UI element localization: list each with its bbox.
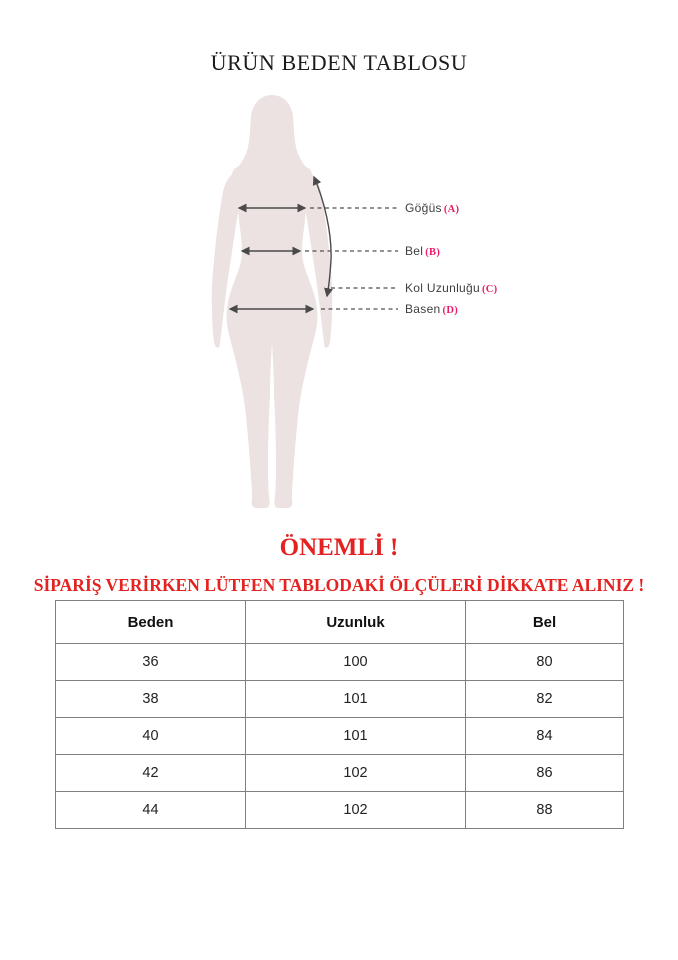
size-table [55, 600, 624, 829]
measure-label-waist-text: Bel [405, 244, 424, 258]
cell-size: 40 [56, 718, 246, 755]
cell-waist: 84 [466, 718, 624, 755]
page-title: ÜRÜN BEDEN TABLOSU [210, 50, 468, 75]
cell-waist: 80 [466, 644, 624, 681]
cell-size: 36 [56, 644, 246, 681]
size-table-header-row [56, 601, 624, 644]
silhouette-body [227, 160, 318, 508]
column-header-waist: Bel [466, 601, 624, 644]
column-header-size: Beden [56, 601, 246, 644]
cell-length: 100 [246, 644, 466, 681]
measure-label-hip [405, 302, 458, 316]
cell-waist: 88 [466, 792, 624, 829]
table-row [56, 718, 624, 755]
measure-code-a: (A) [443, 204, 460, 215]
cell-length: 102 [246, 755, 466, 792]
measure-code-d: (D) [442, 305, 459, 316]
order-warning-text: SİPARİŞ VERİRKEN LÜTFEN TABLODAKİ ÖLÇÜLERİ DİKKATE ALINIZ ! [33, 575, 645, 595]
measure-label-waist [405, 244, 440, 258]
cell-waist: 86 [466, 755, 624, 792]
cell-size: 38 [56, 681, 246, 718]
cell-length: 102 [246, 792, 466, 829]
table-row [56, 644, 624, 681]
important-heading: ÖNEMLİ ! [279, 534, 399, 561]
measure-code-b: (B) [425, 247, 441, 258]
female-silhouette-figure [200, 90, 410, 520]
measure-label-arm-length [405, 281, 497, 295]
table-row [56, 792, 624, 829]
table-row [56, 681, 624, 718]
measure-label-chest-text: Göğüs [405, 201, 442, 215]
cell-size: 42 [56, 755, 246, 792]
cell-length: 101 [246, 681, 466, 718]
measure-code-c: (C) [481, 284, 498, 295]
measure-label-arm-length-text: Kol Uzunluğu [405, 281, 480, 295]
cell-size: 44 [56, 792, 246, 829]
cell-length: 101 [246, 718, 466, 755]
table-row [56, 755, 624, 792]
measure-label-chest [405, 201, 459, 215]
measure-label-hip-text: Basen [405, 302, 441, 316]
column-header-length: Uzunluk [246, 601, 466, 644]
cell-waist: 82 [466, 681, 624, 718]
